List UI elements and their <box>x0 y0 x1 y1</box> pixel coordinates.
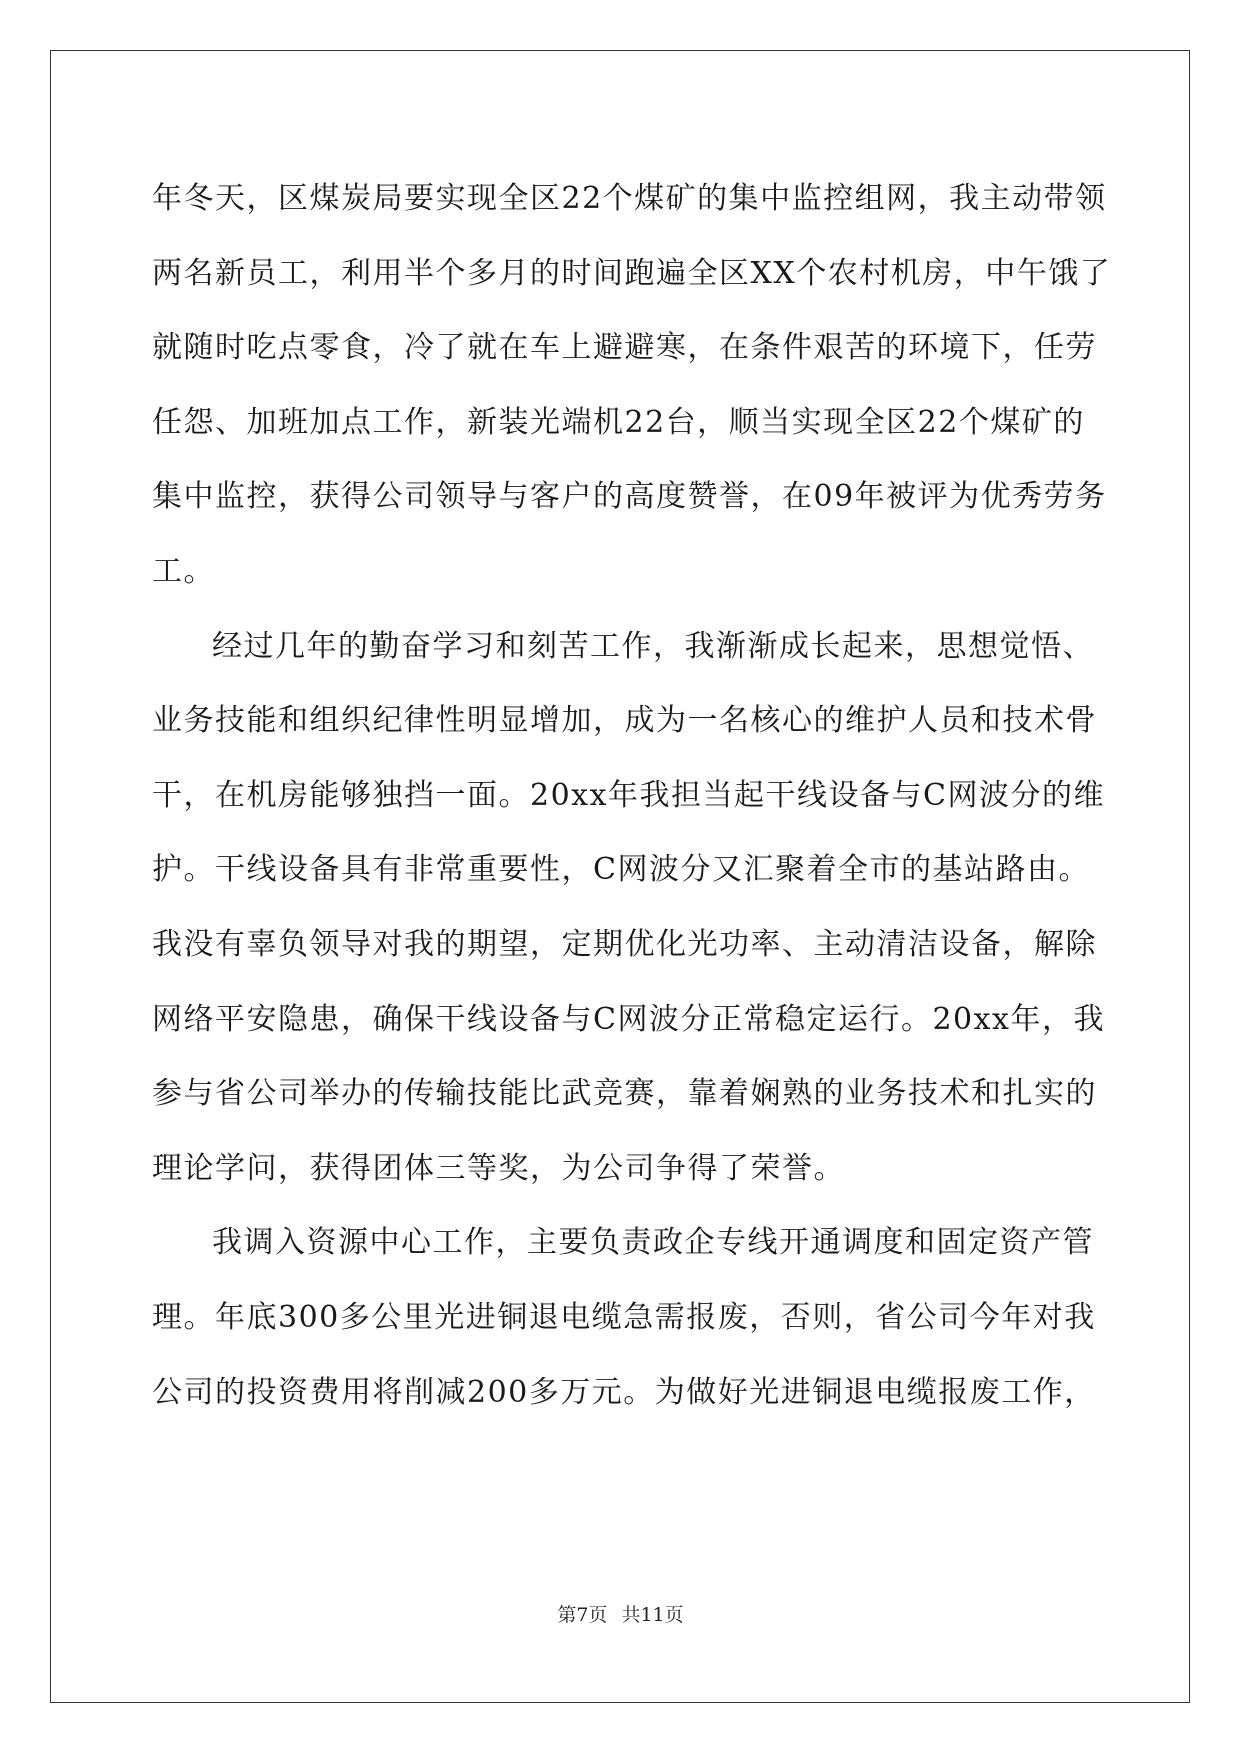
text-line: 干，在机房能够独挡一面。20xx年我担当起干线设备与C网波分的维 <box>152 777 1105 813</box>
page-footer <box>0 1600 1241 1627</box>
text-line: 参与省公司举办的传输技能比武竞赛，靠着娴熟的业务技术和扎实的 <box>152 1076 1097 1112</box>
text-line: 业务技能和组织纪律性明显增加，成为一名核心的维护人员和技术骨 <box>152 703 1097 739</box>
text-line: 网络平安隐患，确保干线设备与C网波分正常稳定运行。20xx年，我 <box>152 1001 1105 1037</box>
page-number: 第7页 <box>557 1604 608 1626</box>
text-line: 理论学问，获得团体三等奖，为公司争得了荣誉。 <box>152 1150 845 1186</box>
page-total: 共11页 <box>621 1604 684 1626</box>
paragraph-3 <box>152 1206 1096 1430</box>
text-line: 年冬天，区煤炭局要实现全区22个煤矿的集中监控组网，我主动带领 <box>152 181 1107 216</box>
paragraph-1 <box>152 162 1112 610</box>
text-line: 公司的投资费用将削减200多万元。为做好光进铜退电缆报废工作， <box>152 1374 1096 1410</box>
text-line: 两名新员工，利用半个多月的时间跑遍全区XX个农村机房，中午饿了 <box>152 255 1112 291</box>
text-line: 经过几年的勤奋学习和刻苦工作，我渐渐成长起来，思想觉悟、 <box>212 628 1094 664</box>
text-line: 工。 <box>152 553 215 589</box>
text-line: 我调入资源中心工作，主要负责政企专线开通调度和固定资产管 <box>212 1225 1094 1261</box>
text-line: 我没有辜负领导对我的期望，定期优化光功率、主动清洁设备，解除 <box>152 926 1097 962</box>
paragraph-2 <box>152 610 1105 1207</box>
text-line: 就随时吃点零食，冷了就在车上避避寒，在条件艰苦的环境下，任劳 <box>152 330 1097 366</box>
text-line: 理。年底300多公里光进铜退电缆急需报废，否则，省公司今年对我 <box>152 1299 1096 1335</box>
text-line: 集中监控，获得公司领导与客户的高度赞誉，在09年被评为优秀劳务 <box>152 479 1107 515</box>
document-body <box>152 162 1112 1430</box>
text-line: 任怨、加班加点工作，新装光端机22台，顺当实现全区22个煤矿的 <box>152 404 1085 440</box>
text-line: 护。干线设备具有非常重要性，C网波分又汇聚着全市的基站路由。 <box>152 852 1090 888</box>
